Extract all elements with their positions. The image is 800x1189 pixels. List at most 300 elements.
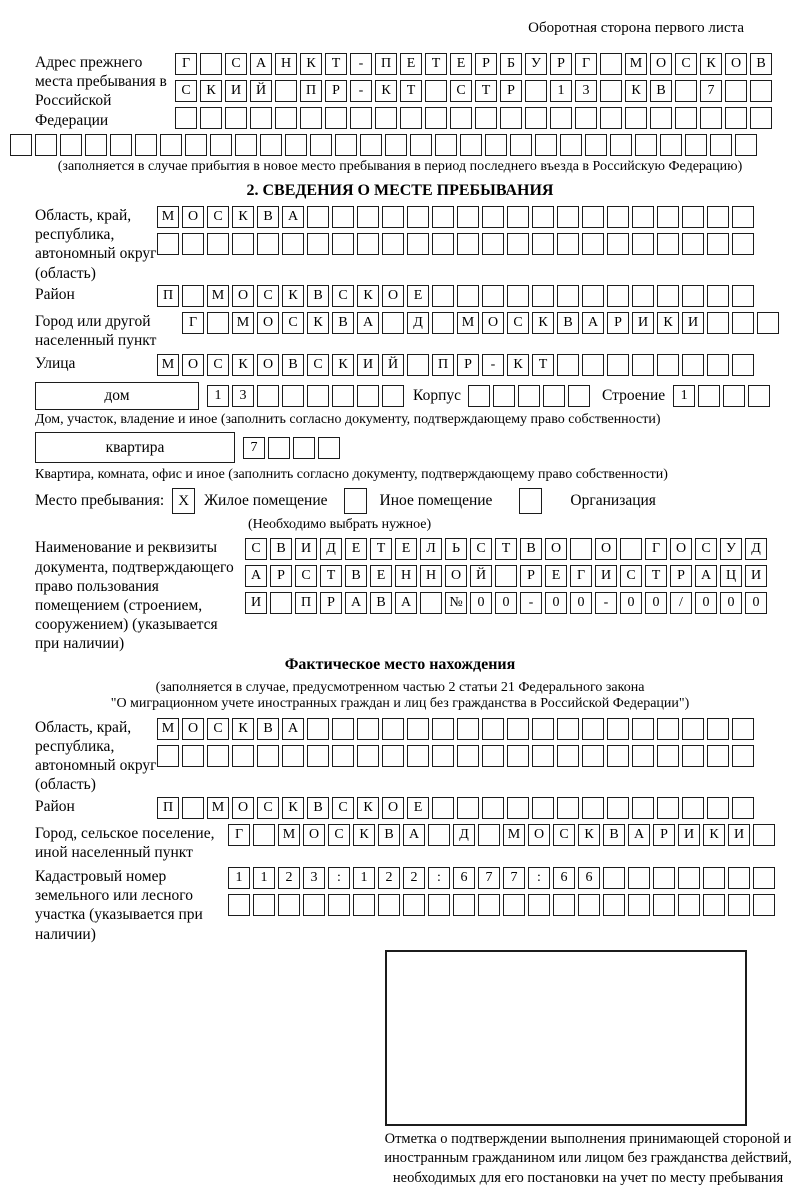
char-box[interactable]: Т xyxy=(645,565,667,587)
char-box[interactable]: У xyxy=(525,53,547,75)
char-box[interactable] xyxy=(378,894,400,916)
char-box[interactable] xyxy=(385,134,407,156)
char-box[interactable] xyxy=(532,285,554,307)
char-box[interactable]: 0 xyxy=(570,592,592,614)
char-box[interactable]: К xyxy=(307,312,329,334)
char-box[interactable]: О xyxy=(257,354,279,376)
char-box[interactable]: В xyxy=(557,312,579,334)
char-box[interactable] xyxy=(657,206,679,228)
char-box[interactable]: Р xyxy=(457,354,479,376)
char-box[interactable] xyxy=(757,312,779,334)
char-box[interactable] xyxy=(400,107,422,129)
char-box[interactable]: Е xyxy=(407,797,429,819)
char-box[interactable] xyxy=(603,867,625,889)
char-box[interactable]: К xyxy=(657,312,679,334)
char-box[interactable] xyxy=(732,354,754,376)
char-box[interactable]: О xyxy=(595,538,617,560)
char-box[interactable] xyxy=(335,134,357,156)
char-box[interactable]: В xyxy=(332,312,354,334)
char-box[interactable]: О xyxy=(650,53,672,75)
char-box[interactable] xyxy=(428,894,450,916)
char-box[interactable]: Р xyxy=(325,80,347,102)
char-box[interactable] xyxy=(428,824,450,846)
char-box[interactable] xyxy=(570,538,592,560)
char-box[interactable]: К xyxy=(200,80,222,102)
char-box[interactable] xyxy=(60,134,82,156)
char-box[interactable]: И xyxy=(728,824,750,846)
char-box[interactable] xyxy=(675,107,697,129)
char-box[interactable]: В xyxy=(750,53,772,75)
char-box[interactable] xyxy=(493,385,515,407)
char-box[interactable]: Р xyxy=(550,53,572,75)
char-box[interactable]: 0 xyxy=(495,592,517,614)
char-box[interactable] xyxy=(160,134,182,156)
char-box[interactable] xyxy=(207,745,229,767)
char-box[interactable]: И xyxy=(682,312,704,334)
char-box[interactable] xyxy=(607,233,629,255)
char-box[interactable]: - xyxy=(350,80,372,102)
char-box[interactable]: 1 xyxy=(550,80,572,102)
char-box[interactable]: К xyxy=(300,53,322,75)
char-box[interactable] xyxy=(357,745,379,767)
char-box[interactable]: Б xyxy=(500,53,522,75)
char-box[interactable]: О xyxy=(382,797,404,819)
char-box[interactable]: 1 xyxy=(353,867,375,889)
char-box[interactable] xyxy=(460,134,482,156)
char-box[interactable] xyxy=(257,233,279,255)
char-box[interactable] xyxy=(332,206,354,228)
char-box[interactable] xyxy=(750,80,772,102)
char-box[interactable] xyxy=(557,233,579,255)
char-box[interactable]: С xyxy=(207,354,229,376)
char-box[interactable] xyxy=(207,233,229,255)
char-box[interactable]: М xyxy=(207,797,229,819)
char-box[interactable]: Р xyxy=(653,824,675,846)
char-box[interactable] xyxy=(507,206,529,228)
char-box[interactable] xyxy=(532,206,554,228)
char-box[interactable] xyxy=(282,745,304,767)
char-box[interactable]: О xyxy=(257,312,279,334)
char-box[interactable]: М xyxy=(625,53,647,75)
char-box[interactable] xyxy=(475,107,497,129)
char-box[interactable]: П xyxy=(432,354,454,376)
char-box[interactable] xyxy=(585,134,607,156)
char-box[interactable]: В xyxy=(282,354,304,376)
char-box[interactable] xyxy=(457,285,479,307)
char-box[interactable] xyxy=(318,437,340,459)
char-box[interactable] xyxy=(235,134,257,156)
char-box[interactable] xyxy=(257,745,279,767)
char-box[interactable]: К xyxy=(353,824,375,846)
char-box[interactable] xyxy=(678,867,700,889)
char-box[interactable]: С xyxy=(553,824,575,846)
char-box[interactable] xyxy=(528,894,550,916)
char-box[interactable] xyxy=(600,107,622,129)
char-box[interactable] xyxy=(432,206,454,228)
char-box[interactable]: Д xyxy=(320,538,342,560)
char-box[interactable]: Т xyxy=(532,354,554,376)
char-box[interactable] xyxy=(307,718,329,740)
char-box[interactable] xyxy=(507,797,529,819)
char-box[interactable] xyxy=(157,745,179,767)
char-box[interactable] xyxy=(457,206,479,228)
char-box[interactable] xyxy=(725,80,747,102)
char-box[interactable] xyxy=(728,894,750,916)
char-box[interactable] xyxy=(698,385,720,407)
char-box[interactable] xyxy=(518,385,540,407)
char-box[interactable]: С xyxy=(307,354,329,376)
char-box[interactable]: Ь xyxy=(445,538,467,560)
char-box[interactable]: Р xyxy=(500,80,522,102)
char-box[interactable] xyxy=(753,894,775,916)
char-box[interactable]: - xyxy=(350,53,372,75)
char-box[interactable] xyxy=(635,134,657,156)
char-box[interactable]: А xyxy=(250,53,272,75)
char-box[interactable] xyxy=(582,718,604,740)
char-box[interactable]: А xyxy=(245,565,267,587)
char-box[interactable] xyxy=(450,107,472,129)
char-box[interactable] xyxy=(682,233,704,255)
char-box[interactable] xyxy=(232,745,254,767)
char-box[interactable] xyxy=(357,233,379,255)
char-box[interactable]: : xyxy=(428,867,450,889)
char-box[interactable] xyxy=(660,134,682,156)
char-box[interactable] xyxy=(620,538,642,560)
char-box[interactable] xyxy=(732,233,754,255)
char-box[interactable]: Д xyxy=(453,824,475,846)
char-box[interactable] xyxy=(628,894,650,916)
char-box[interactable]: С xyxy=(470,538,492,560)
char-box[interactable] xyxy=(232,233,254,255)
char-box[interactable]: Л xyxy=(420,538,442,560)
char-box[interactable]: 0 xyxy=(645,592,667,614)
char-box[interactable]: 0 xyxy=(470,592,492,614)
char-box[interactable] xyxy=(600,80,622,102)
char-box[interactable] xyxy=(723,385,745,407)
char-box[interactable]: С xyxy=(332,797,354,819)
char-box[interactable]: С xyxy=(245,538,267,560)
char-box[interactable]: Г xyxy=(575,53,597,75)
char-box[interactable] xyxy=(135,134,157,156)
char-box[interactable] xyxy=(628,867,650,889)
char-box[interactable] xyxy=(748,385,770,407)
char-box[interactable]: В xyxy=(345,565,367,587)
char-box[interactable]: И xyxy=(678,824,700,846)
char-box[interactable]: С xyxy=(332,285,354,307)
char-box[interactable]: К xyxy=(357,797,379,819)
char-box[interactable] xyxy=(453,894,475,916)
char-box[interactable]: Ц xyxy=(720,565,742,587)
char-box[interactable] xyxy=(185,134,207,156)
char-box[interactable]: П xyxy=(157,285,179,307)
char-box[interactable]: 2 xyxy=(403,867,425,889)
char-box[interactable] xyxy=(457,745,479,767)
char-box[interactable]: С xyxy=(257,285,279,307)
char-box[interactable] xyxy=(632,354,654,376)
char-box[interactable] xyxy=(657,285,679,307)
char-box[interactable]: Р xyxy=(670,565,692,587)
char-box[interactable] xyxy=(270,592,292,614)
char-box[interactable]: М xyxy=(207,285,229,307)
char-box[interactable] xyxy=(632,718,654,740)
char-box[interactable] xyxy=(685,134,707,156)
char-box[interactable] xyxy=(293,437,315,459)
char-box[interactable]: Е xyxy=(400,53,422,75)
char-box[interactable]: П xyxy=(375,53,397,75)
char-box[interactable]: М xyxy=(157,718,179,740)
char-box[interactable] xyxy=(735,134,757,156)
char-box[interactable] xyxy=(228,894,250,916)
char-box[interactable] xyxy=(532,745,554,767)
char-box[interactable]: Й xyxy=(470,565,492,587)
char-box[interactable] xyxy=(607,718,629,740)
char-box[interactable] xyxy=(407,206,429,228)
char-box[interactable] xyxy=(225,107,247,129)
char-box[interactable]: К xyxy=(625,80,647,102)
char-box[interactable] xyxy=(360,134,382,156)
char-box[interactable]: О xyxy=(528,824,550,846)
char-box[interactable] xyxy=(707,718,729,740)
char-box[interactable] xyxy=(482,797,504,819)
char-box[interactable] xyxy=(495,565,517,587)
char-box[interactable]: М xyxy=(503,824,525,846)
char-box[interactable]: А xyxy=(628,824,650,846)
char-box[interactable] xyxy=(728,867,750,889)
char-box[interactable]: 3 xyxy=(575,80,597,102)
char-box[interactable]: 0 xyxy=(620,592,642,614)
char-box[interactable]: : xyxy=(328,867,350,889)
char-box[interactable] xyxy=(407,745,429,767)
char-box[interactable]: С xyxy=(620,565,642,587)
char-box[interactable]: И xyxy=(245,592,267,614)
char-box[interactable]: К xyxy=(507,354,529,376)
char-box[interactable]: № xyxy=(445,592,467,614)
char-box[interactable]: М xyxy=(278,824,300,846)
char-box[interactable]: П xyxy=(157,797,179,819)
char-box[interactable] xyxy=(707,354,729,376)
char-box[interactable]: О xyxy=(725,53,747,75)
char-box[interactable]: М xyxy=(157,206,179,228)
char-box[interactable] xyxy=(657,233,679,255)
char-box[interactable] xyxy=(682,285,704,307)
char-box[interactable] xyxy=(250,107,272,129)
char-box[interactable]: С xyxy=(295,565,317,587)
char-box[interactable] xyxy=(332,385,354,407)
char-box[interactable]: А xyxy=(357,312,379,334)
char-box[interactable] xyxy=(307,206,329,228)
char-box[interactable] xyxy=(753,867,775,889)
char-box[interactable] xyxy=(260,134,282,156)
char-box[interactable]: К xyxy=(282,285,304,307)
char-box[interactable]: Е xyxy=(370,565,392,587)
char-box[interactable] xyxy=(582,797,604,819)
char-box[interactable]: 7 xyxy=(243,437,265,459)
char-box[interactable] xyxy=(210,134,232,156)
char-box[interactable] xyxy=(175,107,197,129)
char-box[interactable] xyxy=(282,233,304,255)
char-box[interactable]: Е xyxy=(407,285,429,307)
char-box[interactable]: Г xyxy=(645,538,667,560)
char-box[interactable] xyxy=(457,718,479,740)
apartment-type-box[interactable]: квартира xyxy=(35,432,235,463)
char-box[interactable] xyxy=(307,385,329,407)
char-box[interactable] xyxy=(682,718,704,740)
char-box[interactable]: В xyxy=(603,824,625,846)
char-box[interactable] xyxy=(382,745,404,767)
char-box[interactable]: О xyxy=(670,538,692,560)
char-box[interactable]: А xyxy=(282,718,304,740)
char-box[interactable]: Г xyxy=(570,565,592,587)
char-box[interactable]: Д xyxy=(407,312,429,334)
char-box[interactable] xyxy=(707,206,729,228)
char-box[interactable] xyxy=(525,80,547,102)
char-box[interactable] xyxy=(407,354,429,376)
char-box[interactable] xyxy=(707,797,729,819)
char-box[interactable] xyxy=(482,233,504,255)
char-box[interactable] xyxy=(710,134,732,156)
char-box[interactable] xyxy=(253,894,275,916)
char-box[interactable]: К xyxy=(703,824,725,846)
char-box[interactable] xyxy=(675,80,697,102)
char-box[interactable] xyxy=(657,354,679,376)
char-box[interactable] xyxy=(707,233,729,255)
char-box[interactable]: О xyxy=(232,797,254,819)
char-box[interactable] xyxy=(182,233,204,255)
char-box[interactable] xyxy=(200,107,222,129)
char-box[interactable]: И xyxy=(745,565,767,587)
char-box[interactable]: И xyxy=(295,538,317,560)
char-box[interactable]: К xyxy=(700,53,722,75)
char-box[interactable] xyxy=(632,797,654,819)
char-box[interactable]: С xyxy=(328,824,350,846)
char-box[interactable]: М xyxy=(232,312,254,334)
char-box[interactable] xyxy=(700,107,722,129)
char-box[interactable] xyxy=(560,134,582,156)
char-box[interactable] xyxy=(328,894,350,916)
char-box[interactable]: П xyxy=(300,80,322,102)
char-box[interactable]: Г xyxy=(182,312,204,334)
char-box[interactable] xyxy=(382,718,404,740)
char-box[interactable] xyxy=(732,285,754,307)
char-box[interactable]: 0 xyxy=(720,592,742,614)
char-box[interactable]: С xyxy=(450,80,472,102)
char-box[interactable]: А xyxy=(395,592,417,614)
char-box[interactable]: С xyxy=(207,206,229,228)
char-box[interactable]: И xyxy=(595,565,617,587)
char-box[interactable] xyxy=(653,894,675,916)
char-box[interactable] xyxy=(85,134,107,156)
char-box[interactable] xyxy=(275,80,297,102)
char-box[interactable] xyxy=(607,797,629,819)
char-box[interactable]: П xyxy=(295,592,317,614)
char-box[interactable] xyxy=(657,797,679,819)
char-box[interactable] xyxy=(478,894,500,916)
char-box[interactable] xyxy=(482,285,504,307)
char-box[interactable] xyxy=(432,285,454,307)
char-box[interactable]: В xyxy=(270,538,292,560)
char-box[interactable]: Т xyxy=(475,80,497,102)
char-box[interactable] xyxy=(457,233,479,255)
char-box[interactable]: 6 xyxy=(578,867,600,889)
char-box[interactable]: Р xyxy=(320,592,342,614)
char-box[interactable]: Т xyxy=(425,53,447,75)
char-box[interactable] xyxy=(632,745,654,767)
char-box[interactable]: С xyxy=(175,80,197,102)
char-box[interactable] xyxy=(557,797,579,819)
char-box[interactable]: В xyxy=(307,797,329,819)
char-box[interactable]: / xyxy=(670,592,692,614)
char-box[interactable] xyxy=(682,797,704,819)
char-box[interactable]: Й xyxy=(250,80,272,102)
char-box[interactable] xyxy=(632,206,654,228)
char-box[interactable]: Т xyxy=(320,565,342,587)
char-box[interactable]: Т xyxy=(400,80,422,102)
char-box[interactable] xyxy=(407,718,429,740)
char-box[interactable]: В xyxy=(257,718,279,740)
char-box[interactable] xyxy=(550,107,572,129)
char-box[interactable] xyxy=(657,745,679,767)
char-box[interactable] xyxy=(582,285,604,307)
char-box[interactable] xyxy=(482,206,504,228)
char-box[interactable] xyxy=(432,312,454,334)
char-box[interactable]: В xyxy=(257,206,279,228)
char-box[interactable] xyxy=(568,385,590,407)
char-box[interactable]: С xyxy=(225,53,247,75)
char-box[interactable] xyxy=(732,745,754,767)
char-box[interactable] xyxy=(432,745,454,767)
char-box[interactable] xyxy=(682,745,704,767)
char-box[interactable] xyxy=(678,894,700,916)
char-box[interactable] xyxy=(632,233,654,255)
char-box[interactable]: О xyxy=(382,285,404,307)
char-box[interactable] xyxy=(375,107,397,129)
char-box[interactable] xyxy=(310,134,332,156)
char-box[interactable]: С xyxy=(257,797,279,819)
char-box[interactable] xyxy=(582,745,604,767)
char-box[interactable] xyxy=(732,718,754,740)
char-box[interactable]: К xyxy=(532,312,554,334)
char-box[interactable] xyxy=(535,134,557,156)
char-box[interactable] xyxy=(532,233,554,255)
char-box[interactable]: 7 xyxy=(700,80,722,102)
char-box[interactable]: О xyxy=(482,312,504,334)
char-box[interactable] xyxy=(300,107,322,129)
char-box[interactable] xyxy=(582,233,604,255)
char-box[interactable]: 2 xyxy=(378,867,400,889)
char-box[interactable] xyxy=(750,107,772,129)
char-box[interactable]: 1 xyxy=(253,867,275,889)
char-box[interactable]: - xyxy=(595,592,617,614)
char-box[interactable]: Т xyxy=(325,53,347,75)
char-box[interactable] xyxy=(707,285,729,307)
char-box[interactable]: К xyxy=(232,718,254,740)
char-box[interactable]: 6 xyxy=(553,867,575,889)
char-box[interactable]: О xyxy=(545,538,567,560)
char-box[interactable] xyxy=(432,718,454,740)
char-box[interactable]: О xyxy=(182,206,204,228)
char-box[interactable] xyxy=(507,718,529,740)
char-box[interactable] xyxy=(753,824,775,846)
char-box[interactable]: 3 xyxy=(232,385,254,407)
char-box[interactable]: 0 xyxy=(695,592,717,614)
char-box[interactable] xyxy=(543,385,565,407)
char-box[interactable]: Р xyxy=(607,312,629,334)
char-box[interactable] xyxy=(382,385,404,407)
char-box[interactable] xyxy=(703,894,725,916)
char-box[interactable] xyxy=(275,107,297,129)
char-box[interactable] xyxy=(603,894,625,916)
char-box[interactable] xyxy=(420,592,442,614)
